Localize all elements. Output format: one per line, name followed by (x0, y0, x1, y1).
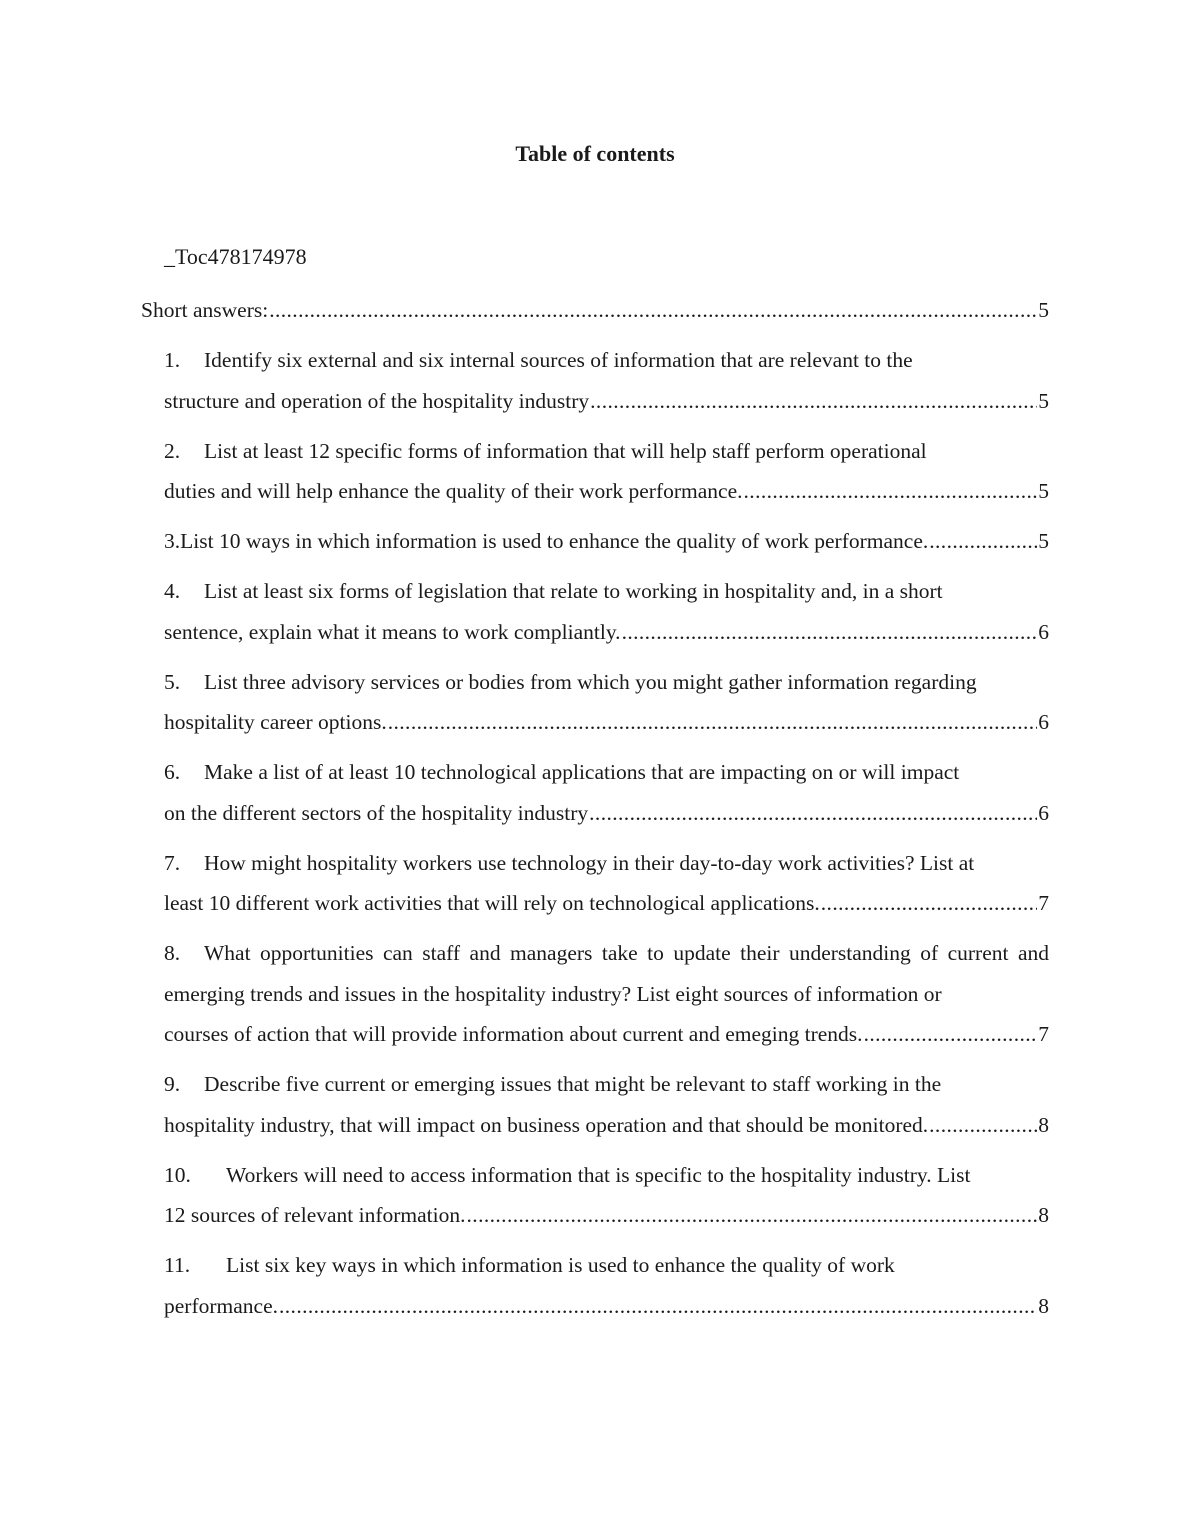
dot-leader (744, 471, 1038, 512)
toc-entry-number: 4. (164, 579, 181, 603)
toc-entry-text: How might hospitality workers use technology in their day-to-day work activities? List at (204, 850, 975, 875)
toc-entry-text-end: structure and operation of the hospitality industry (164, 388, 590, 413)
toc-page-number: 8 (1038, 1293, 1049, 1318)
toc-entry-text: Make a list of at least 10 technological applications that are impacting on or will impact (204, 760, 960, 784)
page-title: Table of contents (515, 141, 675, 166)
toc-entry-3[interactable] (164, 521, 1049, 562)
toc-entry-2[interactable] (164, 431, 1049, 512)
toc-entry-number: 8. (164, 941, 181, 965)
toc-entry-number: 3. (164, 529, 181, 553)
toc-page-number: 7 (1038, 891, 1049, 915)
toc-entry-text: Describe five current or emerging issues that might be relevant to staff working in the (204, 1072, 942, 1096)
toc-entry-text: What opportunities can staff and managers take to update their understanding of current and emerging trends and issues in the hospitality industry? List eight sources of information or (164, 941, 1049, 1006)
dot-leader (269, 290, 1037, 331)
dot-leader (864, 1014, 1038, 1055)
toc-entry-number: 7. (164, 850, 181, 875)
toc-entry-text-end: hospitality industry, that will impact on business operation and that should be monitored. (164, 1112, 929, 1137)
toc-page-number: 5 (1038, 388, 1049, 413)
toc-entry-text-end: 12 sources of relevant information. (164, 1203, 466, 1227)
dot-leader (589, 793, 1037, 834)
toc-page-number: 8 (1038, 1203, 1049, 1227)
toc-entry-5[interactable] (164, 662, 1049, 743)
toc-page-number: 8 (1038, 1112, 1049, 1137)
toc-page-number: 6 (1038, 800, 1049, 825)
toc-entry-text: List three advisory services or bodies from which you might gather information regarding (204, 669, 977, 694)
dot-leader (622, 612, 1038, 653)
dot-leader (388, 702, 1038, 743)
dot-leader (279, 1286, 1037, 1327)
dot-leader (467, 1195, 1038, 1236)
toc-entry-number: 2. (164, 438, 181, 463)
toc-entry-text-end: sentence, explain what it means to work compliantly. (164, 619, 621, 644)
toc-entry-short-answers[interactable] (141, 290, 1049, 331)
toc-entry-4[interactable] (164, 571, 1049, 652)
toc-page-number: 5 (1038, 479, 1049, 503)
toc-entry-text-end: hospitality career options. (164, 710, 387, 734)
toc-entry-text: List six key ways in which information is used to enhance the quality of work (226, 1253, 895, 1277)
toc-page-number: 6 (1038, 619, 1049, 644)
toc-entry-text-end: courses of action that will provide information about current and emeging trends. (164, 1022, 863, 1046)
toc-entry-number: 9. (164, 1072, 181, 1096)
toc-entry-number: 5. (164, 669, 181, 694)
toc-entry-text-end: duties and will help enhance the quality of their work performance. (164, 479, 743, 503)
toc-entry-text-end: on the different sectors of the hospitality industry (164, 800, 589, 825)
toc-entry-11[interactable] (164, 1245, 1049, 1326)
toc-page-number: 5 (1038, 298, 1049, 322)
toc-entry-7[interactable] (164, 843, 1049, 924)
toc-entry-text-end: least 10 different work activities that will rely on technological applications. (164, 891, 820, 915)
dot-leader (821, 883, 1037, 924)
dot-leader (929, 1105, 1037, 1146)
toc-entry-text: Workers will need to access information that is specific to the hospitality industry. List (226, 1162, 971, 1187)
dot-leader (929, 521, 1037, 562)
toc-page-number: 7 (1038, 1022, 1049, 1046)
toc-entry-text: List at least six forms of legislation that relate to working in hospitality and, in a short (204, 579, 943, 603)
toc-entry-number: 10. (164, 1162, 191, 1187)
toc-entry-text: Identify six external and six internal sources of information that are relevant to the (204, 348, 913, 372)
toc-entry-text: List at least 12 specific forms of information that will help staff perform operational (204, 438, 927, 463)
table-of-contents (0, 290, 1190, 1336)
toc-entry-text-end: performance. (164, 1293, 278, 1318)
toc-entry-number: 11. (164, 1253, 191, 1277)
toc-entry-8[interactable] (164, 933, 1049, 1055)
toc-entry-label: Short answers: (141, 298, 269, 322)
dot-leader (590, 381, 1037, 422)
toc-entry-number: 1. (164, 348, 181, 372)
toc-page-number: 6 (1038, 710, 1049, 734)
toc-entry-6[interactable] (164, 752, 1049, 833)
toc-entry-1[interactable] (164, 340, 1049, 421)
toc-entry-text-end: List 10 ways in which information is used to enhance the quality of work performance. (180, 529, 929, 553)
toc-bookmark-code: _Toc478174978 (164, 244, 307, 269)
toc-entry-9[interactable] (164, 1064, 1049, 1145)
toc-entry-number: 6. (164, 760, 181, 784)
toc-entry-10[interactable] (164, 1155, 1049, 1236)
toc-page-number: 5 (1038, 529, 1049, 553)
